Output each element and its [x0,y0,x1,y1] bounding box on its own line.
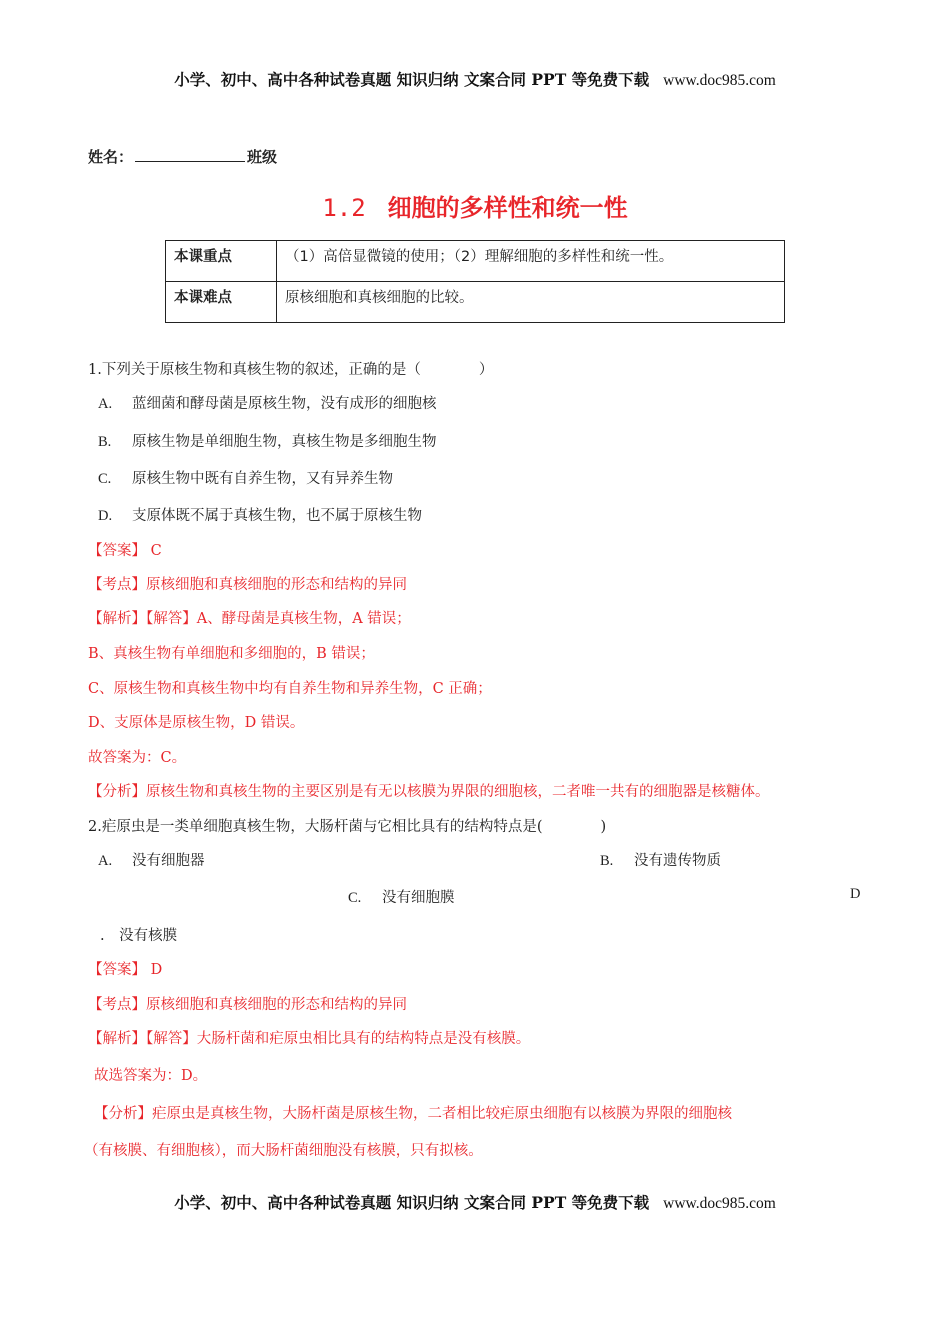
option-letter: B. [600,853,614,869]
q1-line-b: B、真核生物有单细胞和多细胞的，B 错误； [88,646,375,662]
q2-jiexi: 【解析】【解答】大肠杆菌和疟原虫相比具有的结构特点是没有核膜。 [88,1031,531,1047]
page-title [0,188,950,223]
option-letter: C. [348,890,362,906]
q2-option-d-text[interactable]: . 没有核膜 [100,928,178,944]
q1-fenxi: 【分析】原核生物和真核生物的主要区别是有无以核膜为界限的细胞核，二者唯一共有的细胞器是核糖体。 [88,784,770,800]
q2-option-a[interactable] [98,849,205,870]
q1-option-c[interactable] [98,467,393,488]
q2-kaodian: 【考点】原核细胞和真核细胞的形态和结构的异同 [88,997,407,1013]
q1-jiexi: 【解析】【解答】A、酵母菌是真核生物，A 错误； [88,611,411,627]
name-class-row [88,146,277,167]
page-header [0,68,950,90]
option-text: 支原体既不属于真核生物，也不属于原核生物 [132,508,422,524]
q1-answer: 【答案】 C [88,543,162,559]
table-row [166,241,785,282]
title-text: 细胞的多样性和统一性 [387,194,628,222]
header-url[interactable]: www.doc985.com [663,72,776,89]
q1-kaodian: 【考点】原核细胞和真核细胞的形态和结构的异同 [88,577,407,593]
q2-option-c[interactable] [348,886,455,907]
value-cell: 原核细胞和真核细胞的比较。 [277,282,785,323]
footer-url[interactable]: www.doc985.com [663,1195,776,1212]
value-cell: （1）高倍显微镜的使用；（2）理解细胞的多样性和统一性。 [277,241,785,282]
q2-fenxi-2: （有核膜、有细胞核），而大肠杆菌细胞没有核膜，只有拟核。 [84,1143,483,1159]
option-letter: A. [98,396,113,412]
q2-fenxi-1: 【分析】疟原虫是真核生物，大肠杆菌是原核生物，二者相比较疟原虫细胞有以核膜为界限的细胞核 [94,1106,732,1122]
option-text: 蓝细菌和酵母菌是原核生物，没有成形的细胞核 [132,396,437,412]
footer-text: 小学、初中、高中各种试卷真题 知识归纳 文案合同 PPT 等免费下载 [174,1193,650,1212]
q2-answer: 【答案】 D [88,962,163,978]
q1-stem: 1.下列关于原核生物和真核生物的叙述，正确的是（ ） [88,362,494,378]
q1-option-a[interactable] [98,392,437,413]
key-cell: 本课难点 [166,282,277,323]
option-text: 没有细胞膜 [382,890,455,906]
option-text: 原核生物是单细胞生物，真核生物是多细胞生物 [132,434,437,450]
option-letter: A. [98,853,113,869]
option-text: 没有细胞器 [132,853,205,869]
option-text: 没有遗传物质 [634,853,721,869]
option-text: 原核生物中既有自养生物，又有异养生物 [132,471,393,487]
key-cell: 本课重点 [166,241,277,282]
name-blank-line[interactable] [135,147,245,162]
q2-option-d-letter[interactable]: D [850,886,861,902]
title-number: 1.2 [322,194,366,222]
q1-line-c: C、原核生物和真核生物中均有自养生物和异养生物，C 正确； [88,681,492,697]
option-letter: D. [98,508,113,524]
q2-stem: 2.疟原虫是一类单细胞真核生物，大肠杆菌与它相比具有的结构特点是( ) [88,819,607,835]
header-text: 小学、初中、高中各种试卷真题 知识归纳 文案合同 PPT 等免费下载 [174,70,650,89]
table-row [166,282,785,323]
key-points-table [165,240,785,323]
class-label: 班级 [247,148,278,166]
q1-option-d[interactable] [98,504,422,525]
q1-conclusion: 故答案为：C。 [88,750,187,766]
name-label: 姓名： [88,148,134,166]
q2-conclusion: 故选答案为：D。 [94,1068,208,1084]
option-letter: B. [98,434,112,450]
q1-line-d: D、支原体是原核生物，D 错误。 [88,715,305,731]
q2-option-b[interactable] [600,849,721,870]
q1-option-b[interactable] [98,430,437,451]
option-letter: C. [98,471,112,487]
page-footer [0,1191,950,1213]
